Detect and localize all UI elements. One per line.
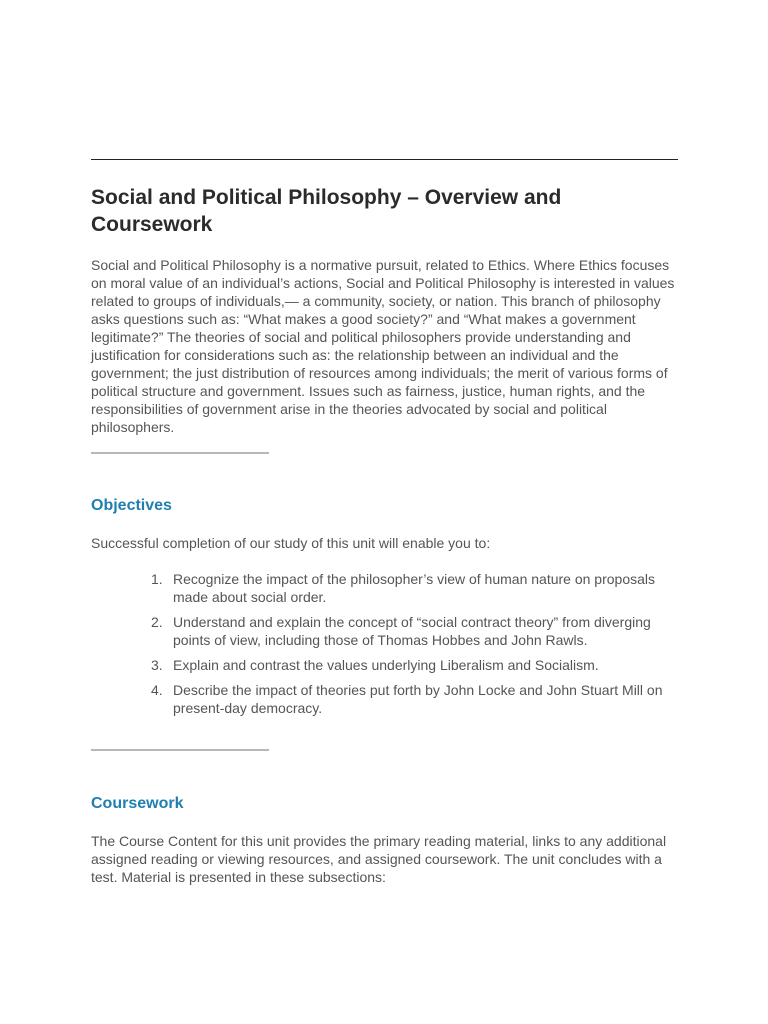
objective-text: Recognize the impact of the philosopher’s view of human nature on proposals made about social order. xyxy=(173,571,655,605)
objective-item xyxy=(91,656,678,674)
objectives-lead: Successful completion of our study of this unit will enable you to: xyxy=(91,535,491,551)
coursework-heading: Coursework xyxy=(91,795,184,812)
intro-paragraph: Social and Political Philosophy is a normative pursuit, related to Ethics. Where Ethics focuses on moral value of an individual’s actions, Social and Political Philosophy is interested in values related to groups of individuals,— a community, society, or nation. This branch of philosophy asks questions such as: “What makes a good society?” and “What makes a government legitimate?” The theories of social and political philosophers provide understanding and justification for considerations such as: the relationship between an individual and the government; the just distribution of resources among individuals; the merit of various forms of political structure and government. Issues such as fairness, justice, human rights, and the responsibilities of government arise in the theories advocated by social and political philosophers. xyxy=(91,257,675,435)
objective-item xyxy=(91,681,678,717)
coursework-paragraph: The Course Content for this unit provides the primary reading material, links to any additional assigned reading or viewing resources, and assigned coursework. The unit concludes with a test. Material is presented in these subsections: xyxy=(91,833,667,885)
objective-text: Understand and explain the concept of “social contract theory” from diverging points of view, including those of Thomas Hobbes and John Rawls. xyxy=(173,614,651,648)
objective-number: 4. xyxy=(151,682,163,698)
top-divider xyxy=(91,159,678,160)
section-divider xyxy=(91,452,269,454)
objectives-list xyxy=(91,570,678,724)
objective-number: 3. xyxy=(151,657,163,673)
page-title: Social and Political Philosophy – Overview and Coursework xyxy=(91,186,562,236)
objective-text: Explain and contrast the values underlying Liberalism and Socialism. xyxy=(173,657,599,673)
objective-number: 2. xyxy=(151,614,163,630)
objective-number: 1. xyxy=(151,571,163,587)
objectives-heading: Objectives xyxy=(91,497,172,514)
objective-item xyxy=(91,570,678,606)
section-divider xyxy=(91,749,269,751)
objective-item xyxy=(91,613,678,649)
objective-text: Describe the impact of theories put forth by John Locke and John Stuart Mill on present-day democracy. xyxy=(173,682,663,716)
